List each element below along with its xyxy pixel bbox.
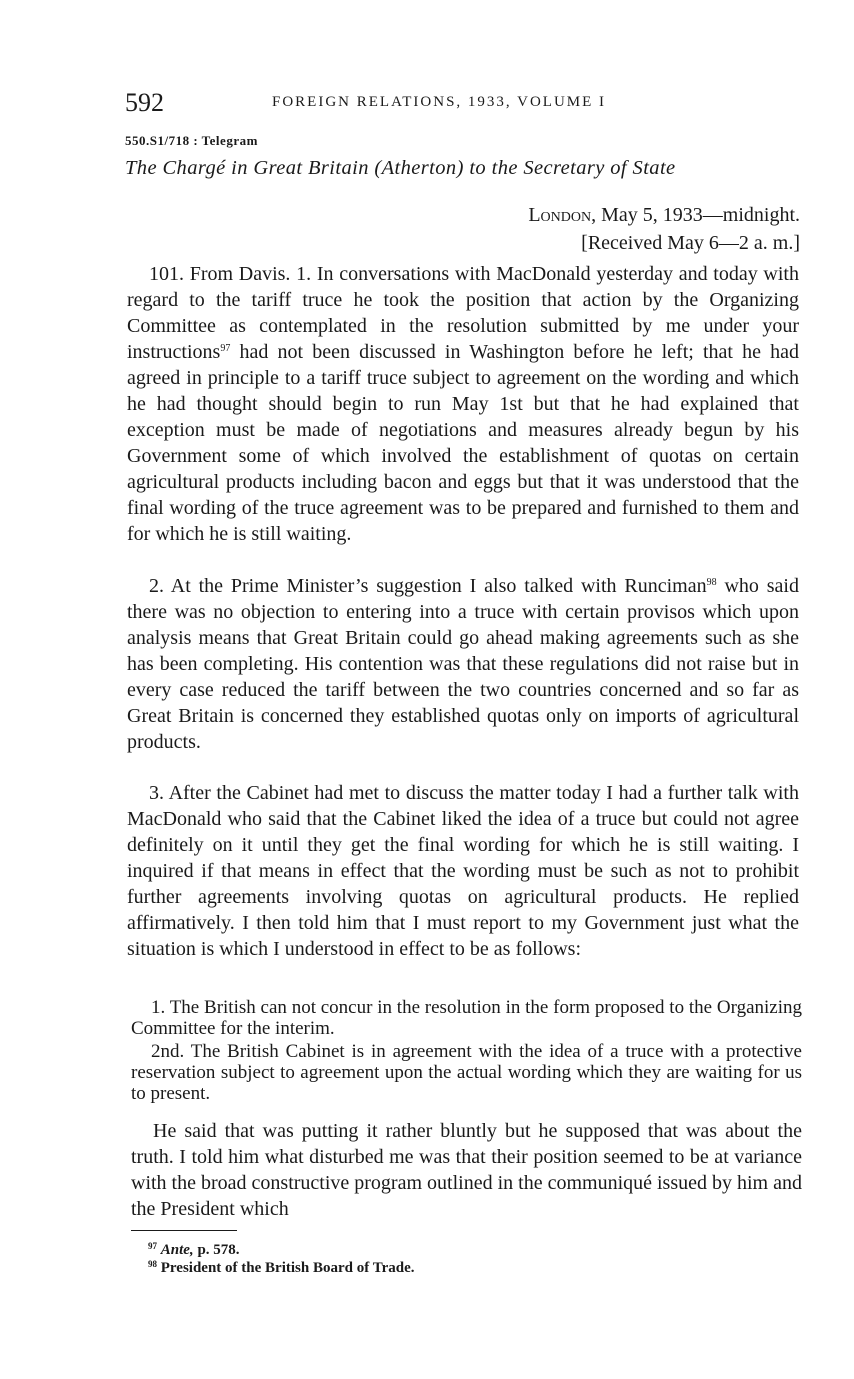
footnote-98-text: President of the British Board of Trade. — [160, 1260, 415, 1276]
paragraph-1 — [127, 261, 799, 547]
paragraph-3: 3. After the Cabinet had met to discuss the matter today I had a further talk with MacDonald who said that the Cabinet liked the idea of a truce but could not agree definitely on it until they get the final wording for which he is still waiting. I inquired if that means in effect that the wording must be such as not to prohibit further agreements involving quotas on agricultural products. He replied affirmatively. I then told him that I must report to my Government just what the situation is which I understood in effect to be as follows: — [127, 782, 799, 960]
dateline-date: May 5, 1933—midnight. — [601, 204, 800, 226]
page-number: 592 — [125, 88, 164, 117]
paragraph-1-text-b: had not been discussed in Washington before he left; that he had agreed in principle to a tariff truce subject to agreement on the wording and which he had thought should begin to run May 1st but that he had explained that exception must be made of negotiations and measures already begun by his Government some of which involved the establishment of quotas on certain agricultural products including bacon and eggs but that it was understood that the final wording of the truce agreement was to be prepared and furnished to them and for which he is still waiting. — [127, 341, 799, 545]
footnote-ref-97: 97 — [220, 343, 231, 354]
list-item-1: 1. The British can not concur in the resolution in the form proposed to the Organizing Committee for the interim. — [131, 997, 802, 1039]
footnote-97 — [148, 1241, 240, 1259]
paragraph-2-text-b: who said there was no objection to entering into a truce with certain provisos which upon analysis means that Great Britain could go ahead making agreements such as she has been completing. His contention was that these regulations did not raise but in every case reduced the tariff between the two countries concerned and so far as Great Britain is concerned they established quotas only on imports of agricultural products. — [127, 575, 799, 753]
footnote-98 — [148, 1259, 415, 1277]
paragraph-2-text-a: 2. At the Prime Minister’s suggestion I also talked with Runciman — [149, 575, 707, 597]
dateline-place: London, — [528, 204, 597, 226]
paragraph-2 — [127, 573, 799, 755]
footnote-97-mark: 97 — [148, 1241, 157, 1251]
running-title: FOREIGN RELATIONS, 1933, VOLUME I — [272, 94, 607, 110]
document-heading: The Chargé in Great Britain (Atherton) to the Secretary of State — [125, 157, 676, 179]
running-head — [125, 88, 801, 118]
footnote-97-text: p. 578. — [193, 1242, 240, 1258]
paragraph-1-text-a: 101. From Davis. 1. In conversations with MacDonald yesterday and today with regard to the tariff truce he took the position that action by the Organizing Committee as contemplated in the resolution submitted by me under your instructions — [127, 263, 799, 363]
footnote-divider — [131, 1230, 237, 1231]
dateline — [528, 204, 800, 227]
footnote-97-ante: Ante, — [160, 1242, 194, 1258]
footnote-98-mark: 98 — [148, 1259, 157, 1269]
received-line: [Received May 6—2 a. m.] — [581, 232, 800, 254]
paragraph-4: He said that was putting it rather bluntly but he supposed that was about the truth. I told him what disturbed me was that their position seemed to be at variance with the broad constructive program outlined in the communiqué issued by him and the President which — [131, 1120, 802, 1220]
document-reference: 550.S1/718 : Telegram — [125, 133, 258, 148]
list-item-2: 2nd. The British Cabinet is in agreement with the idea of a truce with a protective reservation subject to agreement upon the actual wording which they are waiting for us to present. — [131, 1041, 802, 1104]
footnote-ref-98: 98 — [706, 577, 717, 588]
